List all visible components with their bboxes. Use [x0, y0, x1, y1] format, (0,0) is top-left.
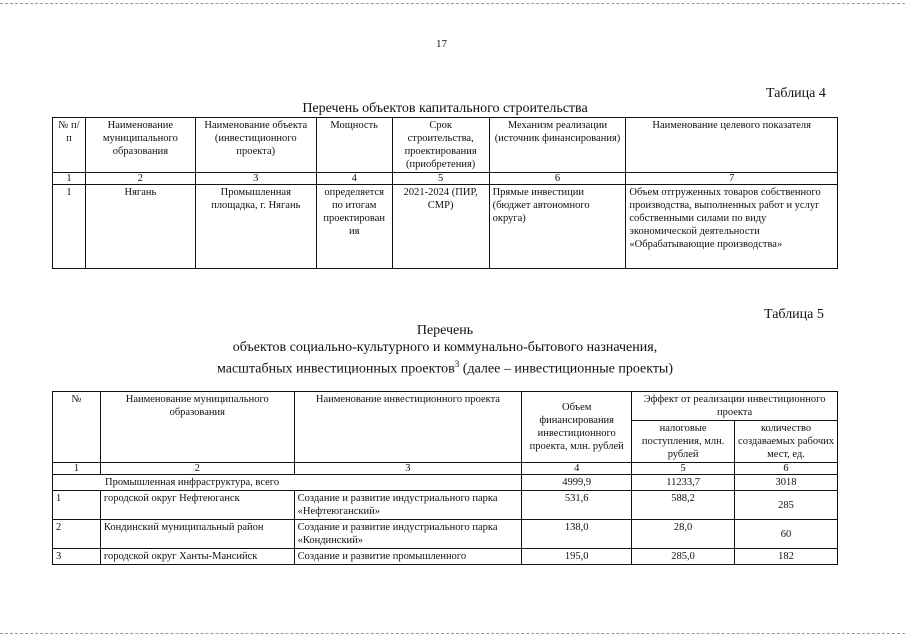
- t5-row-project: Создание и развитие индустриального парка «Нефтеюганский»: [294, 491, 522, 520]
- t4-row-num: 1: [53, 185, 86, 269]
- t4-colnum: 1: [53, 173, 86, 185]
- t5-row-jobs: 60: [735, 520, 838, 549]
- table4-label: Таблица 4: [766, 86, 826, 101]
- t5-colnum: 6: [735, 463, 838, 475]
- t5-row-municipality: городской округ Нефтеюганск: [100, 491, 294, 520]
- t5-row-tax: 28,0: [632, 520, 735, 549]
- t4-row-term: 2021-2024 (ПИР, СМР): [392, 185, 489, 269]
- t5-header-jobs: количество создаваемых рабочих мест, ед.: [735, 421, 838, 463]
- t4-colnum: 2: [85, 173, 195, 185]
- table5-column-numbers: [53, 463, 838, 475]
- t5-row-volume: 138,0: [522, 520, 632, 549]
- t4-colnum: 6: [489, 173, 626, 185]
- scan-edge-bottom: [0, 633, 905, 634]
- t5-header-municipality: Наименование муниципального образования: [100, 392, 294, 463]
- table-row: [53, 491, 838, 520]
- t4-row-indicator: Объем отгруженных товаров собственного производства, выполненных работ и услуг собственными силами по виду экономической деятельности «Обрабатывающие производства»: [626, 185, 838, 269]
- t5-row-municipality: городской округ Ханты-Мансийск: [100, 549, 294, 565]
- t4-row-municipality: Нягань: [85, 185, 195, 269]
- t5-colnum: 1: [53, 463, 101, 475]
- t5-colnum: 4: [522, 463, 632, 475]
- t5-total-tax: 11233,7: [632, 475, 735, 491]
- table5-label: Таблица 5: [764, 307, 824, 322]
- t5-header-project: Наименование инвестиционного проекта: [294, 392, 522, 463]
- t4-colnum: 7: [626, 173, 838, 185]
- t5-total-label: Промышленная инфраструктура, всего: [53, 475, 522, 491]
- table-row: [53, 549, 838, 565]
- table5-title: [52, 322, 838, 378]
- t5-header-effect: Эффект от реализации инвестиционного проекта: [632, 392, 838, 421]
- t5-row-project: Создание и развитие промышленного: [294, 549, 522, 565]
- t4-header-mechanism: Механизм реализации (источник финансирования): [489, 118, 626, 173]
- table5-title-line1: Перечень: [416, 323, 474, 338]
- t4-header-num: № п/п: [53, 118, 86, 173]
- footnote-marker: 3: [454, 359, 460, 369]
- t4-header-capacity: Мощность: [316, 118, 392, 173]
- t5-total-jobs: 3018: [735, 475, 838, 491]
- t5-colnum: 5: [632, 463, 735, 475]
- t5-total-volume: 4999,9: [522, 475, 632, 491]
- t4-header-indicator: Наименование целевого показателя: [626, 118, 838, 173]
- table4-column-numbers: [53, 173, 838, 185]
- t4-header-term: Срок строительства, проектирования (приобретения): [392, 118, 489, 173]
- table5-title-line3: [52, 356, 838, 378]
- t4-colnum: 5: [392, 173, 489, 185]
- scan-edge-top: [0, 3, 905, 4]
- table5-title-text: масштабных инвестиционных проектов: [216, 361, 455, 377]
- t5-colnum: 2: [100, 463, 294, 475]
- t4-header-object: Наименование объекта (инвестиционного проекта): [195, 118, 316, 173]
- t4-header-municipality: Наименование муниципального образования: [85, 118, 195, 173]
- table5: [52, 391, 838, 565]
- t4-row-capacity: определяется по итогам проектирован ия: [316, 185, 392, 269]
- t5-header-num: №: [53, 392, 101, 463]
- page-number: 17: [436, 38, 447, 50]
- table5-total-row: [53, 475, 838, 491]
- t5-header-volume: Объем финансирования инвестиционного проекта, млн. рублей: [522, 392, 632, 463]
- t5-row-project: Создание и развитие индустриального парка «Кондинский»: [294, 520, 522, 549]
- table4-header-row: [53, 118, 838, 173]
- t5-header-tax: налоговые поступления, млн. рублей: [632, 421, 735, 463]
- t5-row-tax: 285,0: [632, 549, 735, 565]
- t5-colnum: 3: [294, 463, 522, 475]
- t5-row-volume: 531,6: [522, 491, 632, 520]
- table5-title-suffix: (далее – инвестиционные проекты): [459, 361, 674, 377]
- t5-row-num: 1: [53, 491, 101, 520]
- table-row: [53, 185, 838, 269]
- t5-row-tax: 588,2: [632, 491, 735, 520]
- table4-title: Перечень объектов капитального строительства: [302, 101, 588, 116]
- t5-row-num: 2: [53, 520, 101, 549]
- table4: [52, 117, 838, 269]
- t5-row-municipality: Кондинский муниципальный район: [100, 520, 294, 549]
- t4-row-mechanism: Прямые инвестиции (бюджет автономного округа): [489, 185, 626, 269]
- table-row: [53, 520, 838, 549]
- t4-colnum: 3: [195, 173, 316, 185]
- table5-title-line2: объектов социально-культурного и коммунально-бытового назначения,: [232, 340, 658, 355]
- t5-row-jobs: 285: [735, 491, 838, 520]
- t4-row-object: Промышленная площадка, г. Нягань: [195, 185, 316, 269]
- t5-row-volume: 195,0: [522, 549, 632, 565]
- table5-header-row: [53, 392, 838, 421]
- t4-colnum: 4: [316, 173, 392, 185]
- t5-row-jobs: 182: [735, 549, 838, 565]
- t5-row-num: 3: [53, 549, 101, 565]
